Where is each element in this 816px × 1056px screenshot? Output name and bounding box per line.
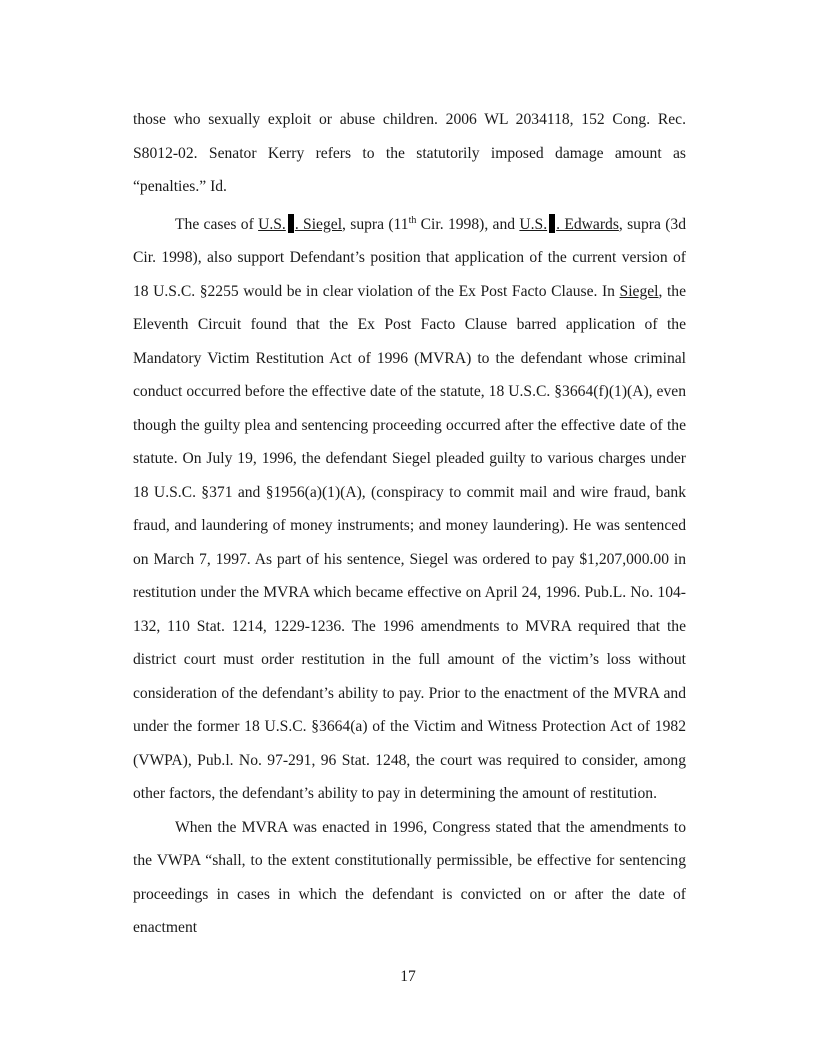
- paragraph-mvra-enactment: [133, 811, 686, 945]
- paragraph-continuation: [133, 103, 686, 204]
- body-text: [133, 103, 686, 945]
- case-citation-siegel: U.S. . Siegel: [258, 215, 343, 233]
- case-reference-siegel: Siegel: [619, 282, 659, 300]
- paragraph-1-text: those who sexually exploit or abuse children. 2006 WL 2034118, 152 Cong. Rec. S8012-02. Senator Kerry refers to the statutorily imposed damage amount as “penalties.” Id.: [133, 111, 686, 195]
- ordinal-suffix: th: [408, 214, 417, 226]
- page-number: 17: [400, 968, 416, 985]
- redaction-bar: [288, 214, 294, 233]
- paragraph-2-lead: The cases of: [175, 215, 259, 233]
- paragraph-3-text: When the MVRA was enacted in 1996, Congress stated that the amendments to the VWPA “shall, to the extent constitutionally permissible, be effective for sentencing proceedings in cases in which the defendant is convicted on or after the date of enactment: [133, 818, 686, 937]
- redaction-bar: [549, 214, 555, 233]
- case-citation-edwards: U.S. . Edwards: [519, 215, 619, 233]
- paragraph-case-analysis: The cases of U.S. . Siegel, supra (11th Cir. 1998), and U.S. . Edwards, supra (3d Cir. 1998), also support Defendant’s position that application of the current version of 18 U.S.C. §2255 would be in clear violation of the Ex Post Facto Clause. In Siegel, the Eleventh Circuit found that the Ex Post Facto Clause barred application of the Mandatory Victim Restitution Act of 1996 (MVRA) to the defendant whose criminal conduct occurred before the effective date of the statute, 18 U.S.C. §3664(f)(1)(A), even though the guilty plea and sentencing proceeding occurred after the effective date of the statute. On July 19, 1996, the defendant Siegel pleaded guilty to various charges under 18 U.S.C. §371 and §1956(a)(1)(A), (conspiracy to commit mail and wire fraud, bank fraud, and laundering of money instruments; and money laundering). He was sentenced on March 7, 1997. As part of his sentence, Siegel was ordered to pay $1,207,000.00 in restitution under the MVRA which became effective on April 24, 1996. Pub.L. No. 104-132, 110 Stat. 1214, 1229-1236. The 1996 amendments to MVRA required that the district court must order restitution in the full amount of the victim’s loss without consideration of the defendant’s ability to pay. Prior to the enactment of the MVRA and under the former 18 U.S.C. §3664(a) of the Victim and Witness Protection Act of 1982 (VWPA), Pub.l. No. 97-291, 96 Stat. 1248, the court was required to consider, among other factors, the defendant’s ability to pay in determining the amount of restitution.: [133, 214, 686, 803]
